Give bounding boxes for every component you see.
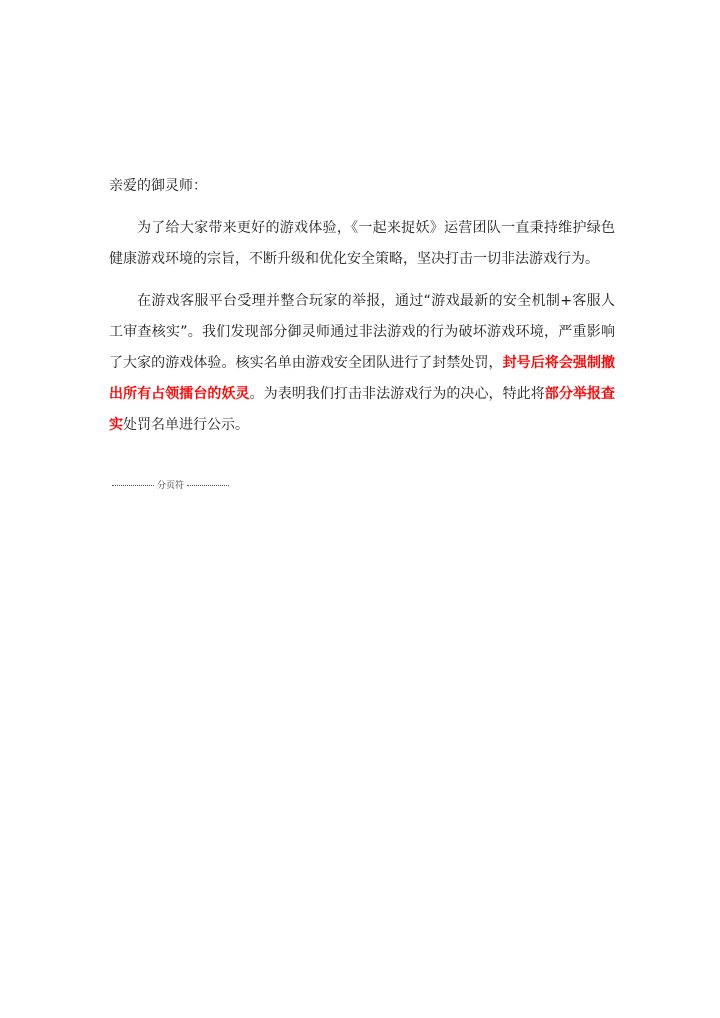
- verified-reports-highlight: 部分举报查实: [109, 386, 616, 433]
- paragraph-1: 为了给大家带来更好的游戏体验，《一起来捉妖》运营团队一直秉持维护绿色健康游戏环境的宗旨，不断升级和优化安全策略，坚决打击一切非法游戏行为。: [109, 220, 615, 267]
- greeting: 亲爱的御灵师：: [109, 178, 207, 194]
- letter-body: [109, 171, 615, 441]
- page-break-label: 分页符: [157, 481, 185, 491]
- paragraph-2-text-c: 处罚名单进行公示。: [123, 417, 249, 433]
- page-break-line-left: [112, 485, 154, 486]
- paragraph-2-text-a: 在游戏客服平台受理并整合玩家的举报，通过“游戏最新的安全机制+客服人工审查核实”。我们发现部分御灵师通过非法游戏的行为破坏游戏环境，严重影响了大家的游戏体验。核实名单由游戏安全团队进行了封禁处罚，: [109, 293, 615, 371]
- ban-notice-highlight: 封号后将会强制撤出所有占领擂台的妖灵: [109, 355, 616, 402]
- page-break-marker: [109, 480, 232, 492]
- paragraph-2: [109, 286, 615, 441]
- paragraph-2-text-b: 。为表明我们打击非法游戏行为的决心，特此将: [249, 386, 545, 402]
- page-break-line-right: [187, 485, 229, 486]
